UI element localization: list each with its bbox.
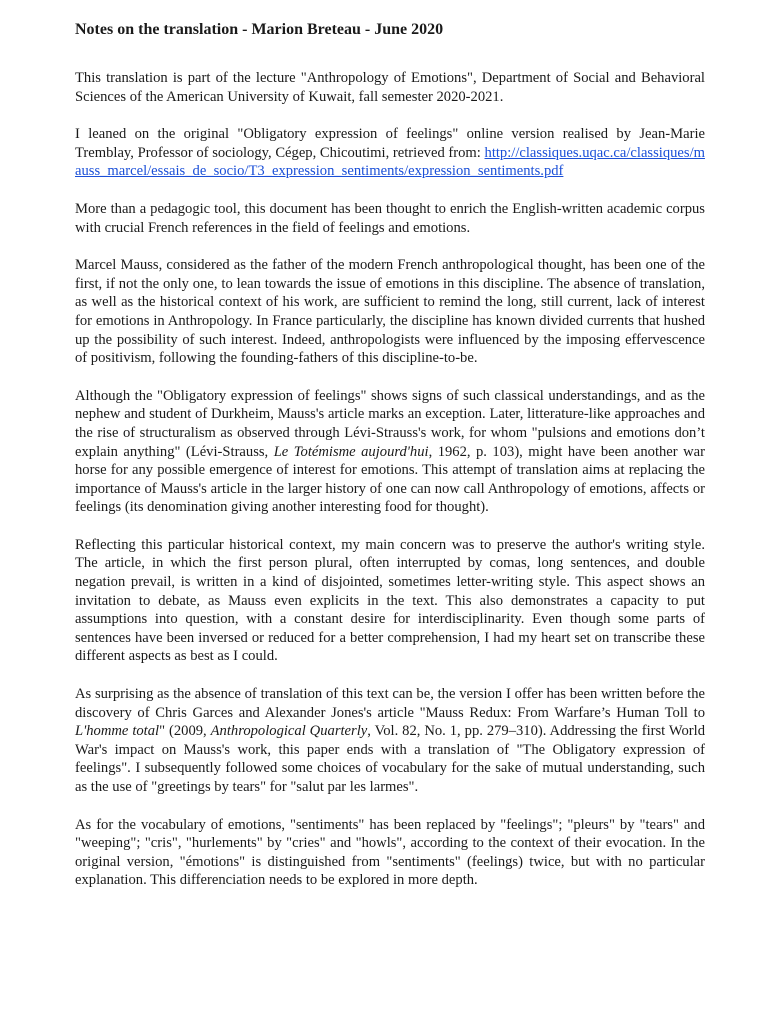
paragraph-style: Reflecting this particular historical context, my main concern was to preserve the author's writing style. The article, in which the first person plural, often interrupted by comas, long sentences, and double negation prevail, is written in a kind of disjointed, sometimes letter-writing style. This aspect shows an invitation to debate, as Mauss even explicits in the text. This also demonstrates a capacity to put assumptions into question, with a constant desire for interdisciplinarity. Even though some parts of sentences have been inversed or reduced for a better comprehension, I had my heart set on transcribe these different aspects as best as I could. [75,536,705,665]
paragraph-purpose: More than a pedagogic tool, this document has been thought to enrich the English-written academic corpus with crucial French references in the field of feelings and emotions. [75,200,705,236]
document-title: Notes on the translation - Marion Breteau - June 2020 [75,21,444,38]
paragraph-mauss: Marcel Mauss, considered as the father of the modern French anthropological thought, has been one of the first, if not the only one, to lean towards the issue of emotions in this discipline. The absence of translation, as well as the historical context of his work, are sufficient to remind the long, still current, lack of interest for emotions in Anthropology. In France particularly, the discipline has known divided currents that hushed up the possibility of such interest. Indeed, anthropologists were influenced by the imposing effervescence of positivism, following the founding-fathers of this discipline-to-be. [75,257,705,367]
book-title: Le Totémisme aujourd'hui [273,443,429,460]
source-text: I leaned on the original "Obligatory expression of feelings" online version realised by Jean-Marie Tremblay, Professor of sociology, Cégep, Chicoutimi, retrieved from: [75,126,705,161]
text-segment: " (2009, [159,723,211,740]
text-segment: Although the "Obligatory expression of feelings" shows signs of such classical understandings, and as the nephew and student of Durkheim, Mauss's article marks an exception. Later, litterature-like approaches and the rise of structuralism as observed through Lévi-Strauss's work, for whom "pulsions and emotions don’t explain anything" (Lévi-Strauss, [75,387,705,460]
document-page [75,14,705,909]
journal-title: Anthropological Quarterly [210,723,368,740]
paragraph-durkheim [75,387,705,517]
paragraph-lecture-context: This translation is part of the lecture "Anthropology of Emotions", Department of Social and Behavioral Sciences of the American University of Kuwait, fall semester 2020-2021. [75,70,705,105]
paragraph-source [75,125,705,181]
paragraph-vocabulary: As for the vocabulary of emotions, "sentiments" has been replaced by "feelings"; "pleurs" by "tears" and "weeping"; "cris", "hurlements" by "cries" and "howls", according to the context of their evocation. In the original version, "émotions" is distinguished from "sentiments" (feelings) twice, but with no particular explanation. This differenciation needs to be explored in more depth. [75,816,705,889]
text-segment: , Vol. 82, No. 1, pp. 279–310). Addressing the first World War's impact on Mauss's work, this paper ends with a translation of "The Obligatory expression of feelings". I subsequently followed some choices of vocabulary for the sake of mutual understanding, such as the use of "greetings by tears" for "salut par les larmes". [75,723,706,795]
source-link[interactable]: http://classiques.uqac.ca/classiques/mauss_marcel/essais_de_socio/T3_expression_sentiments/expression_sentiments.pdf [75,144,705,180]
text-segment: As surprising as the absence of translation of this text can be, the version I offer has been written before the discovery of Chris Garces and Alexander Jones's article "Mauss Redux: From Warfare’s Human Toll to [75,686,705,721]
article-title-italic: L'homme total [75,723,160,740]
paragraph-garces-jones [75,685,705,797]
text-segment: , 1962, p. 103), might have been another war horse for any possible emergence of interest for emotions. This attempt of translation aims at replacing the importance of Mauss's article in the larger history of one can now call Anthropology of emotions, affects or feelings (its denomination giving another interesting food for thought). [75,443,705,516]
